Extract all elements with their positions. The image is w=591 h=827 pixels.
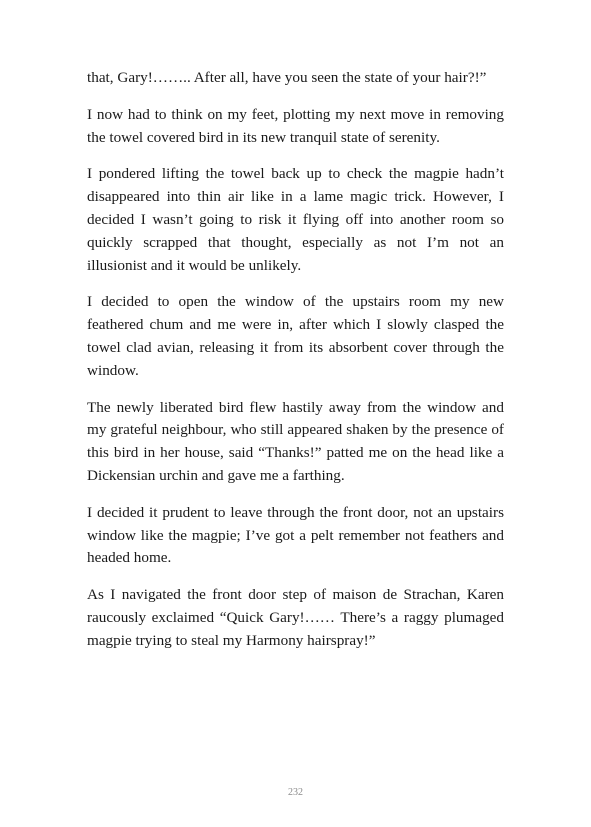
paragraph-1: that, Gary!…….. After all, have you seen the state of your hair?!” — [87, 69, 487, 86]
paragraph-6: I decided it prudent to leave through the front door, not an upstairs window like the magpie; I’ve got a pelt remember not feathers and headed home. — [87, 503, 504, 567]
paragraph-5: The newly liberated bird flew hastily away from the window and my grateful neighbour, who still appeared shaken by the presence of this bird in her house, said “Thanks!” patted me on the head like a Dickensian urchin and gave me a farthing. — [87, 398, 504, 484]
page-number: 232 — [288, 787, 303, 798]
paragraph-3: I pondered lifting the towel back up to check the magpie hadn’t disappeared into thin air like in a lame magic trick. However, I decided I wasn’t going to risk it flying off into another room so quickly scrapped that thought, especially as not I’m not an illusionist and it would be unlikely. — [87, 165, 504, 274]
paragraph-4: I decided to open the window of the upstairs room my new feathered chum and me were in, after which I slowly clasped the towel clad avian, releasing it from its absorbent cover through the window. — [87, 293, 504, 379]
paragraph-7: As I navigated the front door step of maison de Strachan, Karen raucously exclaimed “Quick Gary!…… There’s a raggy plumaged magpie trying to steal my Harmony hairspray!” — [87, 586, 504, 649]
paragraph-2: I now had to think on my feet, plotting my next move in removing the towel covered bird in its new tranquil state of serenity. — [87, 105, 504, 146]
page-body — [87, 67, 504, 667]
